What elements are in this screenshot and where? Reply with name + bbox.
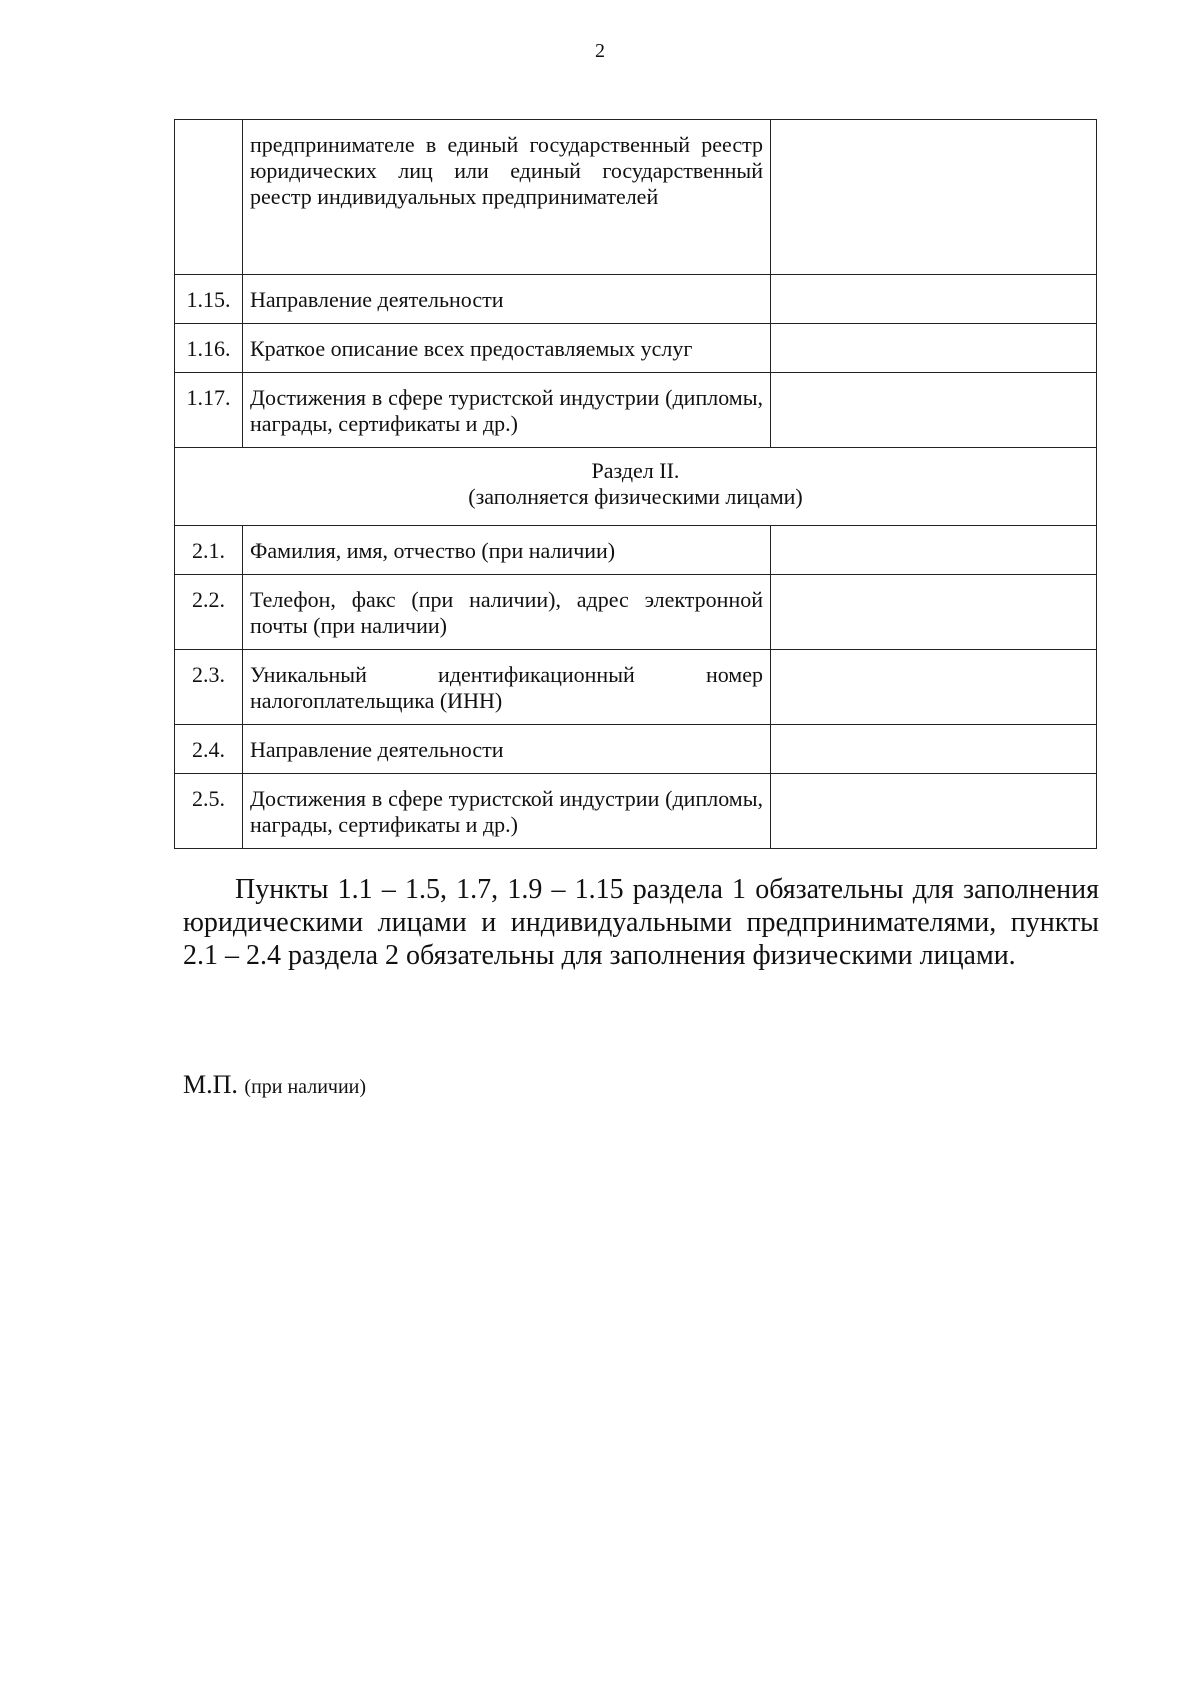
row-value-field[interactable] [771, 324, 1097, 373]
row-value-field[interactable] [771, 774, 1097, 849]
table-row [175, 774, 1097, 849]
row-label: Достижения в сфере туристской индустрии (дипломы, награды, сертификаты и др.) [243, 774, 771, 849]
row-label: Фамилия, имя, отчество (при наличии) [243, 526, 771, 575]
stamp-label: М.П. [183, 1070, 238, 1099]
row-label: Телефон, факс (при наличии), адрес электронной почты (при наличии) [243, 575, 771, 650]
row-label: Достижения в сфере туристской индустрии (дипломы, награды, сертификаты и др.) [243, 373, 771, 448]
stamp-placeholder [183, 1070, 366, 1100]
row-number: 2.1. [175, 526, 243, 575]
mandatory-fields-note [183, 873, 1099, 972]
row-number: 1.16. [175, 324, 243, 373]
row-number: 1.15. [175, 275, 243, 324]
table-row [175, 373, 1097, 448]
row-label: Уникальный идентификационный номер налогоплательщика (ИНН) [243, 650, 771, 725]
page-number: 2 [595, 40, 605, 62]
table-row [175, 526, 1097, 575]
row-value-field[interactable] [771, 575, 1097, 650]
row-number: 2.5. [175, 774, 243, 849]
table-row [175, 575, 1097, 650]
stamp-qualifier: (при наличии) [244, 1076, 367, 1098]
table-row [175, 650, 1097, 725]
table-row [175, 725, 1097, 774]
row-value-field[interactable] [771, 725, 1097, 774]
section-subtitle: (заполняется физическими лицами) [468, 484, 803, 509]
row-number: 2.3. [175, 650, 243, 725]
note-paragraph: Пункты 1.1 – 1.5, 1.7, 1.9 – 1.15 раздела 1 обязательны для заполнения юридическими лицами и индивидуальными предпринимателями, пункты 2.1 – 2.4 раздела 2 обязательны для заполнения физическими лицами. [183, 874, 1099, 971]
row-number: 1.17. [175, 373, 243, 448]
row-label: Краткое описание всех предоставляемых услуг [243, 324, 771, 373]
table-row [175, 324, 1097, 373]
row-label: Направление деятельности [243, 275, 771, 324]
row-label: Направление деятельности [243, 725, 771, 774]
section-header [175, 448, 1097, 526]
section-header-row [175, 448, 1097, 526]
row-value-field[interactable] [771, 275, 1097, 324]
row-value-field[interactable] [771, 526, 1097, 575]
table-row [175, 120, 1097, 275]
table-row [175, 275, 1097, 324]
section-title: Раздел II. [591, 458, 680, 483]
row-value-field[interactable] [771, 373, 1097, 448]
application-form-table [174, 119, 1097, 849]
row-label: предпринимателе в единый государственный реестр юридических лиц или единый государственный реестр индивидуальных предпринимателей [243, 120, 771, 275]
row-value-field[interactable] [771, 120, 1097, 275]
row-number: 2.4. [175, 725, 243, 774]
row-number [175, 120, 243, 275]
row-number: 2.2. [175, 575, 243, 650]
row-value-field[interactable] [771, 650, 1097, 725]
